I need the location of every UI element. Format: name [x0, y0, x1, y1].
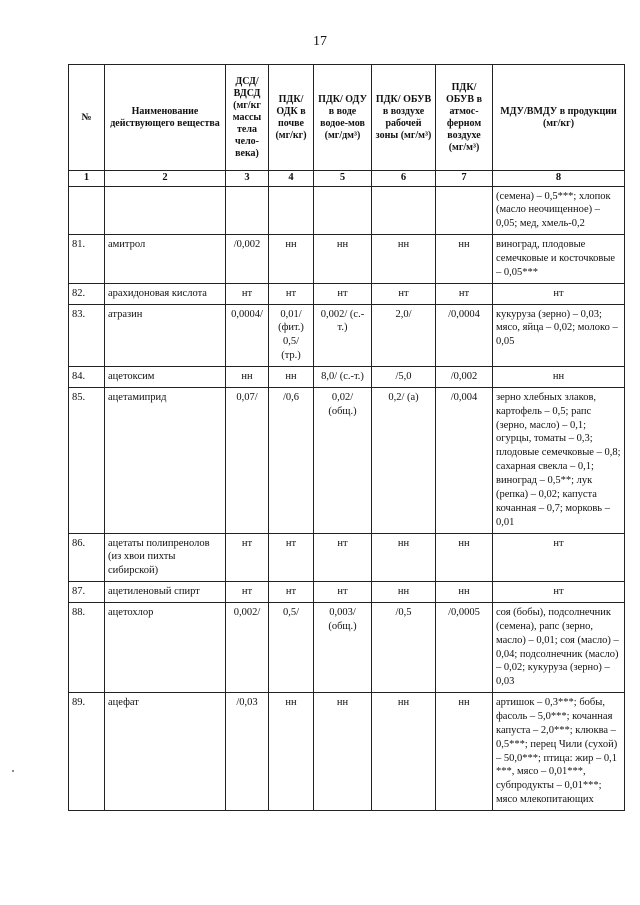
mdu-value: нт	[493, 533, 625, 582]
row-number: 82.	[69, 283, 105, 304]
substance-name: ацетаты полипренолов (из хвои пихты сибирской)	[105, 533, 226, 582]
water-value: нт	[314, 283, 372, 304]
mdu-value: соя (бобы), подсолнечник (семена), рапс (зерно, масло) – 0,01; соя (масло) – 0,04; подсолнечник (масло) – 0,02; кукуруза (зерно) – 0,03	[493, 602, 625, 692]
substance-name: ацетохлор	[105, 602, 226, 692]
mdu-value: виноград, плодовые семечковые и косточковые – 0,05***	[493, 235, 625, 284]
soil-value: 0,01/ (фит.) 0,5/ (тр.)	[269, 304, 314, 366]
water-value: нт	[314, 533, 372, 582]
dsd-value: 0,002/	[226, 602, 269, 692]
work-air-value	[372, 186, 436, 235]
table-row	[69, 186, 625, 235]
soil-value	[269, 186, 314, 235]
substance-name: арахидоновая кислота	[105, 283, 226, 304]
water-value: нн	[314, 235, 372, 284]
row-number: 89.	[69, 693, 105, 811]
row-number: 84.	[69, 367, 105, 388]
dsd-value: нт	[226, 533, 269, 582]
column-number: 1	[69, 171, 105, 187]
work-air-value: нн	[372, 533, 436, 582]
pesticide-table	[68, 64, 625, 811]
work-air-value: 0,2/ (а)	[372, 387, 436, 533]
table-row	[69, 235, 625, 284]
atm-air-value: /0,004	[436, 387, 493, 533]
dsd-value: 0,0004/	[226, 304, 269, 366]
header-mdu: МДУ/ВМДУ в продукции (мг/кг)	[493, 65, 625, 171]
atm-air-value: нн	[436, 582, 493, 603]
work-air-value: 2,0/	[372, 304, 436, 366]
soil-value: нн	[269, 367, 314, 388]
soil-value: /0,6	[269, 387, 314, 533]
water-value: 0,002/ (с.-т.)	[314, 304, 372, 366]
water-value	[314, 186, 372, 235]
dsd-value: 0,07/	[226, 387, 269, 533]
row-number: 81.	[69, 235, 105, 284]
atm-air-value: /0,0005	[436, 602, 493, 692]
atm-air-value: /0,002	[436, 367, 493, 388]
atm-air-value: нн	[436, 693, 493, 811]
table-body	[69, 186, 625, 810]
table-row	[69, 602, 625, 692]
mdu-value: нт	[493, 283, 625, 304]
work-air-value: нн	[372, 582, 436, 603]
table-row	[69, 283, 625, 304]
column-number: 8	[493, 171, 625, 187]
atm-air-value	[436, 186, 493, 235]
mdu-value: кукуруза (зерно) – 0,03; мясо, яйца – 0,02; молоко – 0,05	[493, 304, 625, 366]
soil-value: 0,5/	[269, 602, 314, 692]
dsd-value: нт	[226, 582, 269, 603]
water-value: 0,003/ (общ.)	[314, 602, 372, 692]
mdu-value: нн	[493, 367, 625, 388]
table-row	[69, 693, 625, 811]
mdu-value: артишок – 0,3***; бобы, фасоль – 5,0***; кочанная капуста – 2,0***; клюква – 0,5***; перец Чили (сухой) – 50,0***; птица: жир – 0,1 ***, мясо – 0,01***, субпродукты – 0,01***; мясо млекопитающих	[493, 693, 625, 811]
dsd-value	[226, 186, 269, 235]
soil-value: нн	[269, 693, 314, 811]
mdu-value: (семена) – 0,5***; хлопок (масло неочищенное) – 0,05; мед, хмель-0,2	[493, 186, 625, 235]
column-number: 6	[372, 171, 436, 187]
work-air-value: /5,0	[372, 367, 436, 388]
header-row	[69, 65, 625, 171]
water-value: 0,02/ (общ.)	[314, 387, 372, 533]
table-row	[69, 582, 625, 603]
mdu-value: нт	[493, 582, 625, 603]
table-row	[69, 387, 625, 533]
soil-value: нт	[269, 582, 314, 603]
row-number: 83.	[69, 304, 105, 366]
water-value: 8,0/ (с.-т.)	[314, 367, 372, 388]
substance-name: ацетамиприд	[105, 387, 226, 533]
work-air-value: /0,5	[372, 602, 436, 692]
substance-name: ацетиленовый спирт	[105, 582, 226, 603]
atm-air-value: нт	[436, 283, 493, 304]
table-row	[69, 367, 625, 388]
header-num: №	[69, 65, 105, 171]
column-number-row	[69, 171, 625, 187]
row-number: 85.	[69, 387, 105, 533]
header-atm-air: ПДК/ ОБУВ в атмос-ферном воздухе (мг/м³)	[436, 65, 493, 171]
header-dsd: ДСД/ ВДСД (мг/кг массы тела чело-века)	[226, 65, 269, 171]
header-work-air: ПДК/ ОБУВ в воздухе рабочей зоны (мг/м³)	[372, 65, 436, 171]
table-row	[69, 304, 625, 366]
work-air-value: нт	[372, 283, 436, 304]
dsd-value: нт	[226, 283, 269, 304]
soil-value: нт	[269, 533, 314, 582]
soil-value: нн	[269, 235, 314, 284]
mdu-value: зерно хлебных злаков, картофель – 0,5; рапс (зерно, масло) – 0,1; огурцы, томаты – 0,3; плодовые семечковые – 0,8; сахарная свекла – 0,1; виноград – 0,5**; лук (репка) – 0,02; капуста кочанная – 0,7; морковь – 0,01	[493, 387, 625, 533]
column-number: 2	[105, 171, 226, 187]
page-number: 17	[313, 34, 327, 49]
substance-name	[105, 186, 226, 235]
column-number: 7	[436, 171, 493, 187]
substance-name: амитрол	[105, 235, 226, 284]
water-value: нт	[314, 582, 372, 603]
substance-name: атразин	[105, 304, 226, 366]
work-air-value: нн	[372, 693, 436, 811]
scan-speck	[12, 770, 14, 772]
soil-value: нт	[269, 283, 314, 304]
dsd-value: /0,002	[226, 235, 269, 284]
substance-name: ацефат	[105, 693, 226, 811]
work-air-value: нн	[372, 235, 436, 284]
atm-air-value: нн	[436, 533, 493, 582]
dsd-value: нн	[226, 367, 269, 388]
header-soil: ПДК/ ОДК в почве (мг/кг)	[269, 65, 314, 171]
atm-air-value: нн	[436, 235, 493, 284]
row-number: 87.	[69, 582, 105, 603]
dsd-value: /0,03	[226, 693, 269, 811]
row-number: 86.	[69, 533, 105, 582]
substance-name: ацетоксим	[105, 367, 226, 388]
column-number: 3	[226, 171, 269, 187]
header-name: Наименование действующего вещества	[105, 65, 226, 171]
header-water: ПДК/ ОДУ в воде водое-мов (мг/дм³)	[314, 65, 372, 171]
table-row	[69, 533, 625, 582]
row-number	[69, 186, 105, 235]
column-number: 4	[269, 171, 314, 187]
water-value: нн	[314, 693, 372, 811]
column-number: 5	[314, 171, 372, 187]
row-number: 88.	[69, 602, 105, 692]
atm-air-value: /0,0004	[436, 304, 493, 366]
